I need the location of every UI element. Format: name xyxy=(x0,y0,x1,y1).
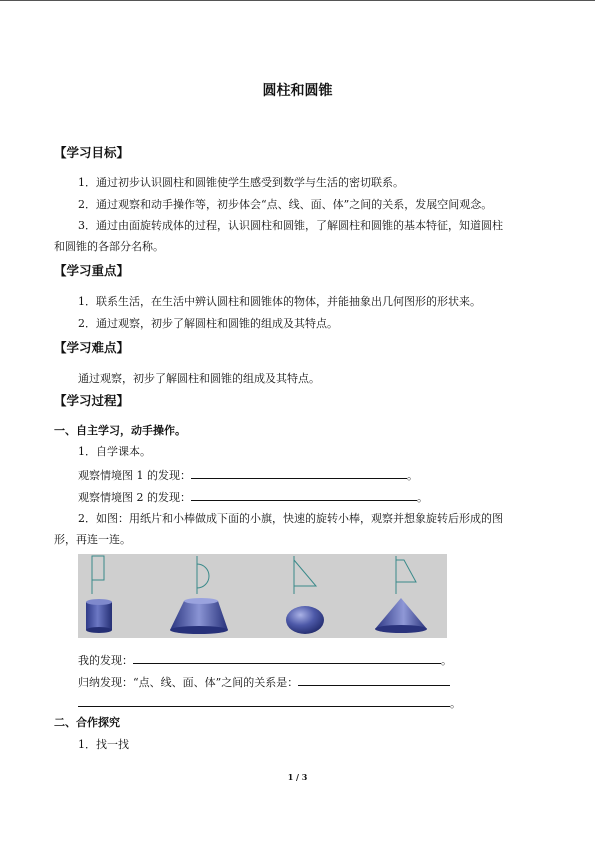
part2-item-1: 1．找一找 xyxy=(78,738,129,751)
goal-item-3-cont: 和圆锥的各部分名称。 xyxy=(54,240,164,253)
my-discovery-label: 我的发现： xyxy=(78,654,133,667)
section-heading-process: 【学习过程】 xyxy=(54,393,130,408)
section-heading-difficulty: 【学习难点】 xyxy=(54,340,130,355)
flag-semicircle-icon xyxy=(197,556,209,594)
goal-item-2: 2．通过观察和动手操作等，初步体会“点、线、面、体”之间的关系，发展空间观念。 xyxy=(78,198,493,211)
page-number: 1 / 3 xyxy=(287,772,308,782)
frustum-icon xyxy=(170,598,228,634)
cone-icon xyxy=(375,598,427,633)
summary-blank-2[interactable] xyxy=(78,695,450,707)
flag-rectangle-icon xyxy=(92,556,104,594)
flags-and-solids-illustration xyxy=(78,554,447,638)
part1-heading: 一、自主学习，动手操作。 xyxy=(54,424,186,437)
summary-line-2 xyxy=(78,695,461,711)
summary-line xyxy=(78,674,450,690)
observation-2-line xyxy=(78,489,428,505)
part1-item-2-cont: 形，再连一连。 xyxy=(54,533,131,546)
observation-1-period: 。 xyxy=(407,469,418,482)
observation-1-line xyxy=(78,467,418,483)
part2-heading: 二、合作探究 xyxy=(54,716,120,729)
summary-blank-1[interactable] xyxy=(298,674,450,686)
section-heading-key: 【学习重点】 xyxy=(54,263,130,278)
observation-2-blank[interactable] xyxy=(191,489,417,501)
section-heading-goals: 【学习目标】 xyxy=(54,145,130,160)
observation-2-label: 观察情境图 2 的发现： xyxy=(78,491,191,504)
document-title: 圆柱和圆锥 xyxy=(262,83,333,99)
key-item-2: 2．通过观察，初步了解圆柱和圆锥的组成及其特点。 xyxy=(78,317,338,330)
part1-item-1: 1．自学课本。 xyxy=(78,445,151,458)
summary-label: 归纳发现：“点、线、面、体”之间的关系是： xyxy=(78,676,299,689)
my-discovery-line xyxy=(78,652,452,668)
goal-item-1: 1．通过初步认识圆柱和圆锥使学生感受到数学与生活的密切联系。 xyxy=(78,176,404,189)
observation-2-period: 。 xyxy=(417,491,428,504)
page-top-border xyxy=(0,0,595,1)
goal-item-3: 3．通过由面旋转成体的过程，认识圆柱和圆锥，了解圆柱和圆锥的基本特征，知道圆柱 xyxy=(78,219,503,232)
flag-trapezoid-icon xyxy=(396,556,416,594)
observation-1-blank[interactable] xyxy=(191,467,407,479)
observation-1-label: 观察情境图 1 的发现： xyxy=(78,469,191,482)
rotation-matching-figure xyxy=(78,554,447,638)
my-discovery-period: 。 xyxy=(441,654,452,667)
summary-period: 。 xyxy=(450,697,461,710)
flag-triangle-icon xyxy=(294,556,316,594)
sphere-icon xyxy=(286,606,324,634)
key-item-1: 1．联系生活，在生活中辨认圆柱和圆锥体的物体，并能抽象出几何图形的形状来。 xyxy=(78,295,481,308)
cylinder-icon xyxy=(86,599,112,633)
my-discovery-blank[interactable] xyxy=(133,652,441,664)
part1-item-2: 2．如图：用纸片和小棒做成下面的小旗，快速的旋转小棒，观察并想象旋转后形成的图 xyxy=(78,512,503,525)
difficulty-text: 通过观察，初步了解圆柱和圆锥的组成及其特点。 xyxy=(78,372,320,385)
